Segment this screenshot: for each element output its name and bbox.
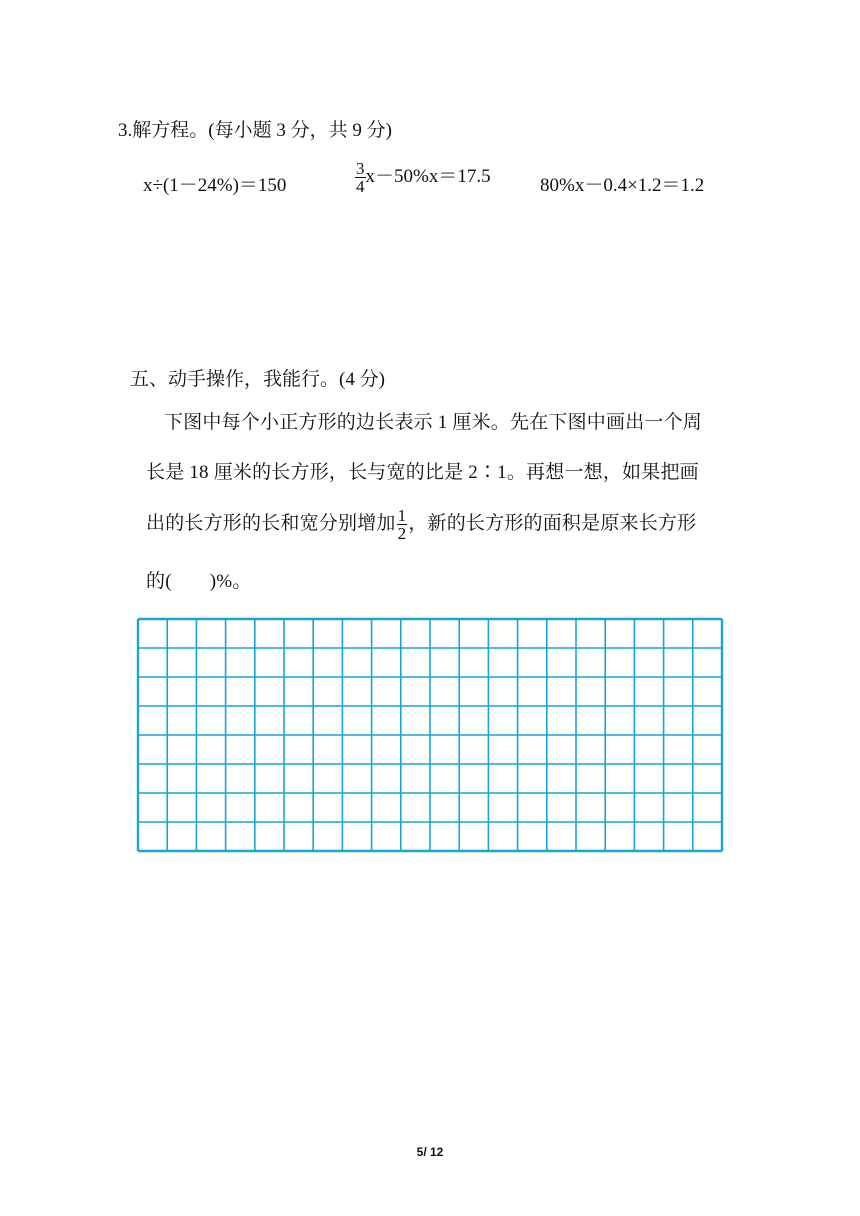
page-number: 5/ 12: [416, 1145, 444, 1159]
fraction-numerator: 3: [356, 159, 365, 178]
section-5-title: 五、动手操作，我能行。(4 分): [130, 369, 385, 390]
line-3-after-fraction: ，新的长方形的面积是原来长方形: [408, 512, 697, 534]
problem-text-line-1: 下图中每个小正方形的边长表示 1 厘米。先在下图中画出一个周: [164, 412, 703, 433]
fraction-denominator: 2: [397, 524, 407, 543]
line-4-after-blank: )%。: [209, 571, 252, 592]
line-3-before-fraction: 出的长方形的长和宽分别增加: [146, 512, 396, 534]
fraction-denominator: 4: [356, 177, 365, 196]
fraction-numerator: 1: [397, 506, 407, 525]
equation-2-rest: x－50%x＝17.5: [365, 165, 491, 187]
equation-3: 80%x－0.4×1.2＝1.2: [540, 175, 705, 196]
question-3-title: 3.解方程。(每小题 3 分，共 9 分): [118, 120, 392, 141]
line-4-before-blank: 的(: [146, 571, 172, 592]
problem-text-line-2: 长是 18 厘米的长方形，长与宽的比是 2∶1。再想一想，如果把画: [146, 462, 699, 483]
equation-1: x÷(1－24%)＝150: [143, 175, 287, 196]
